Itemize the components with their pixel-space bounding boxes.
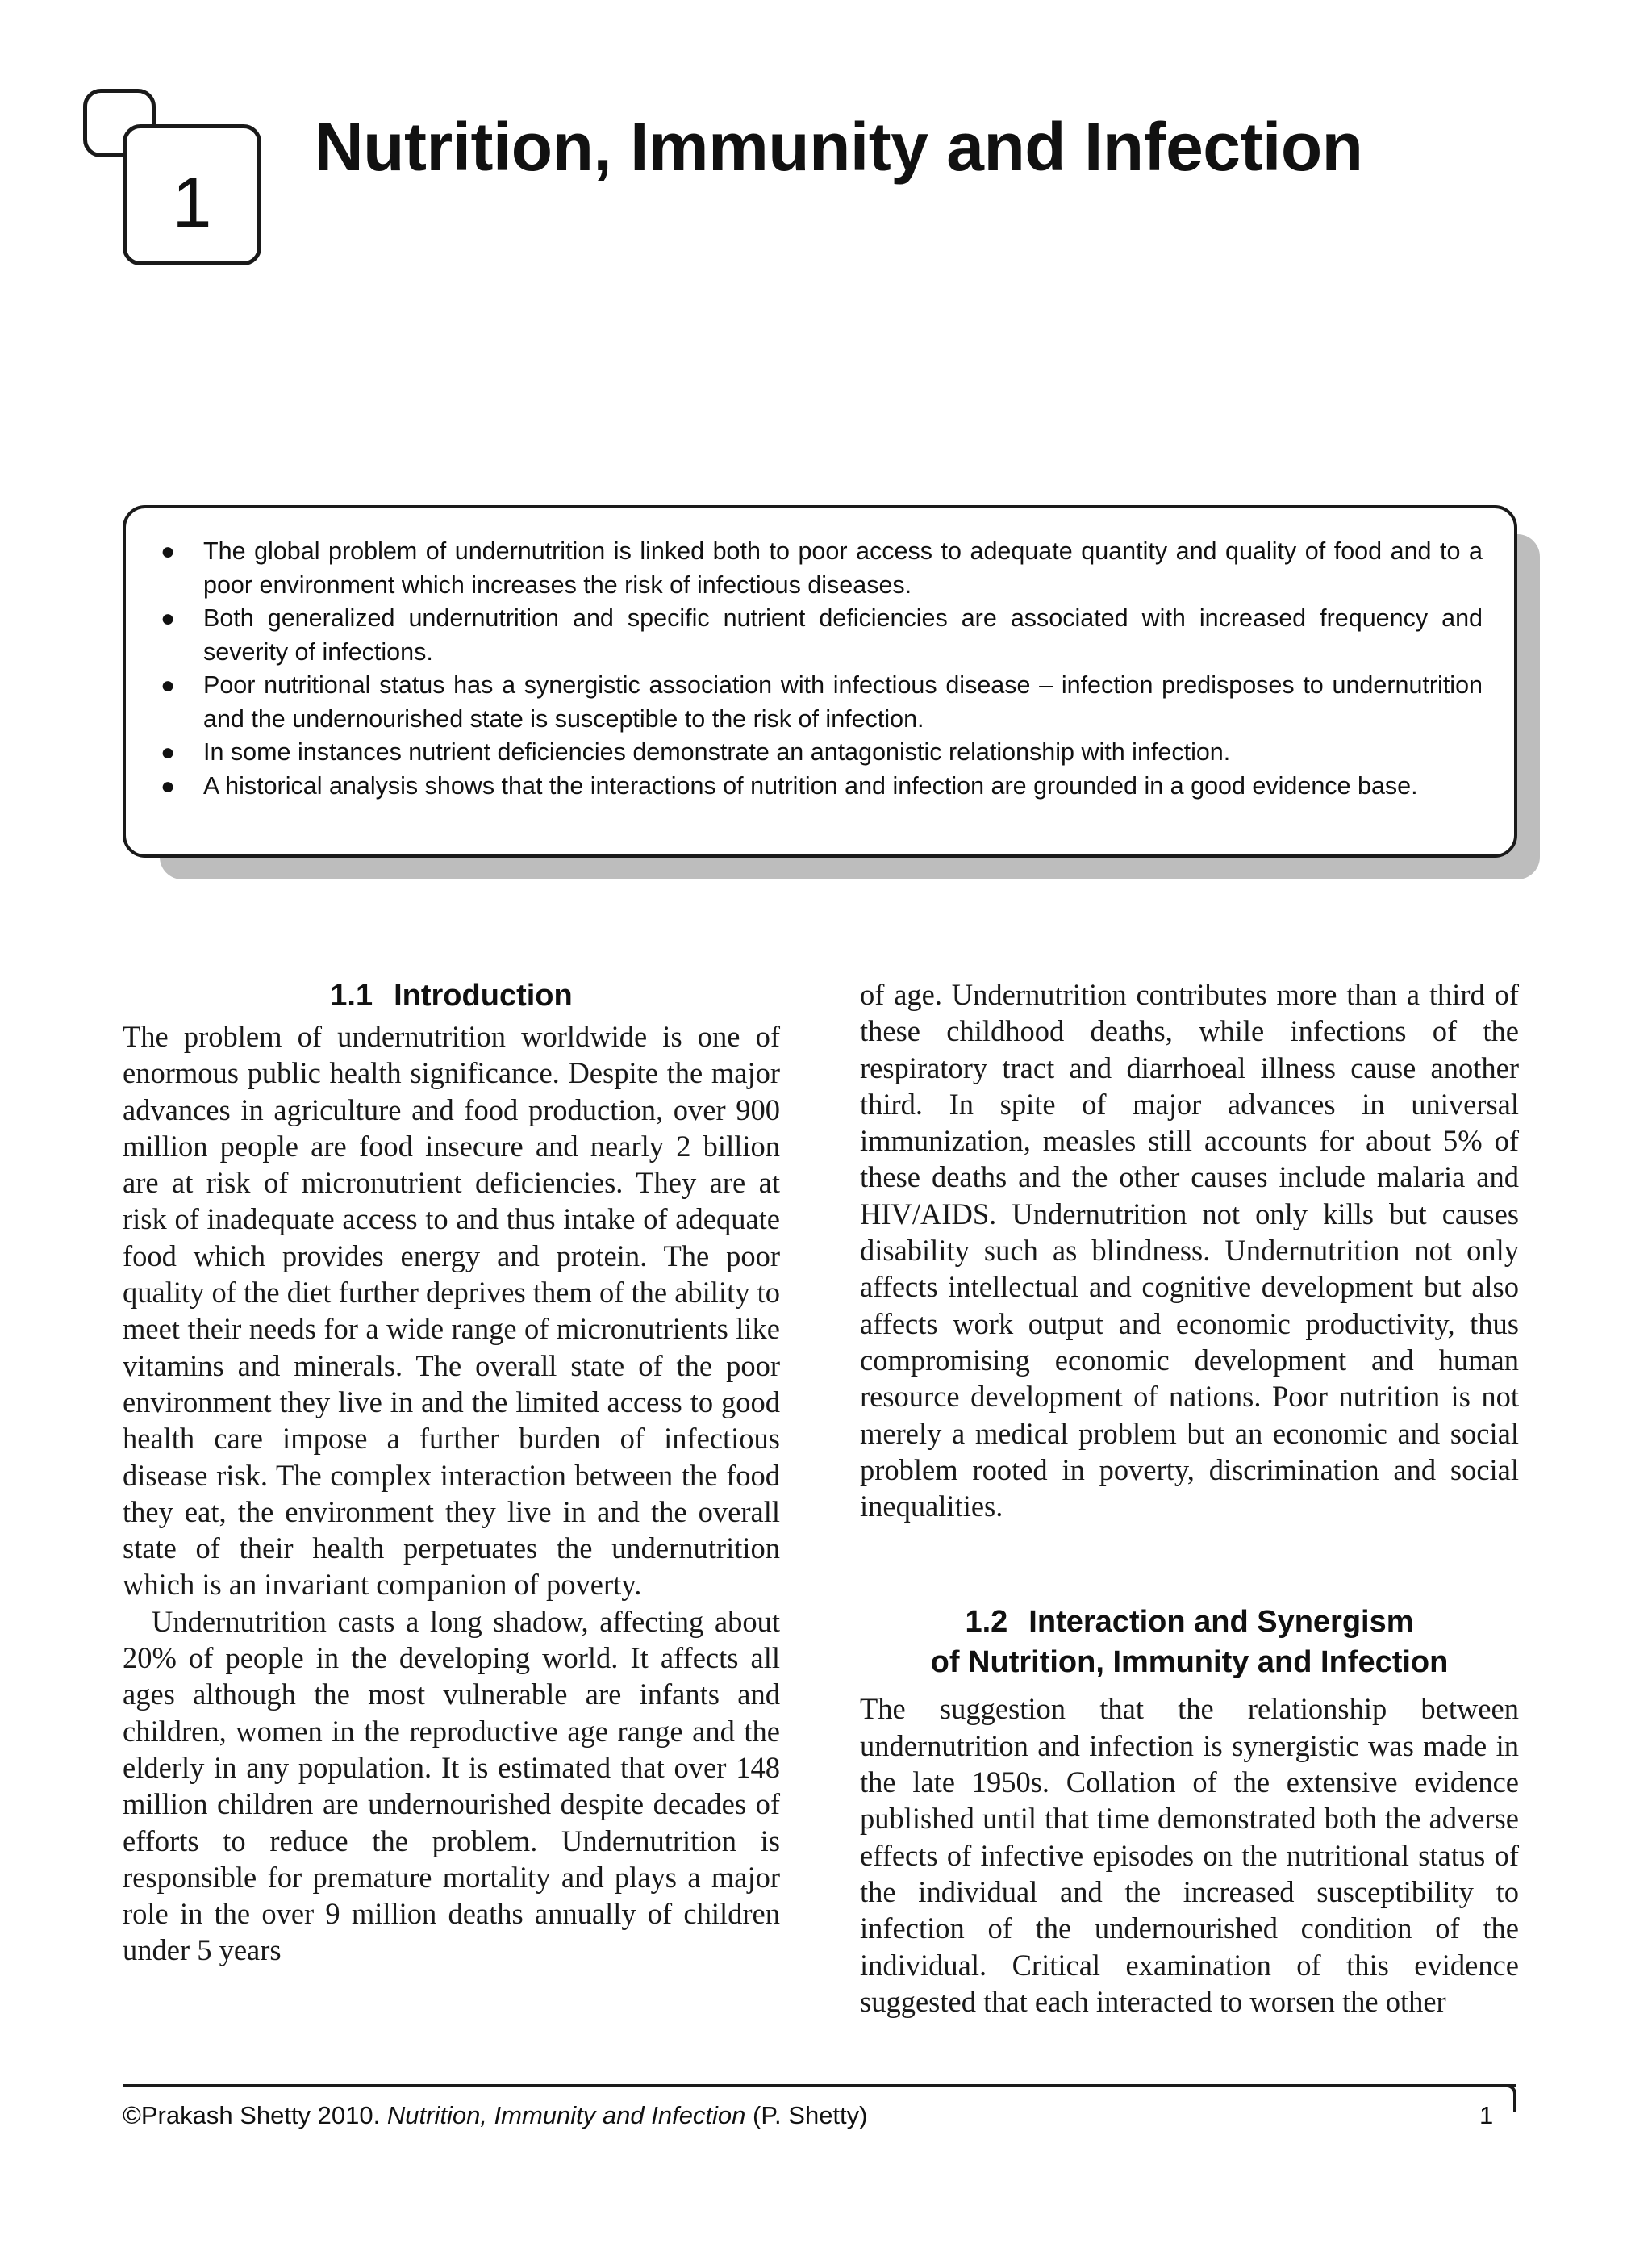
left-column — [123, 976, 780, 1969]
footer-book-title: Nutrition, Immunity and Infection — [386, 2101, 746, 2129]
footer-rule — [123, 2084, 1516, 2087]
intro-paragraph-2: Undernutrition casts a long shadow, affecting about 20% of people in the developing world. It affects all ages although the most vulnerable are infants and children, women in the reproductive age range and the elderly in any population. It is estimated that over 148 million children are undernourished despite decades of efforts to reduce the problem. Undernutrition is responsible for premature mortality and plays a major role in the over 9 million deaths annually of children under 5 years — [123, 1604, 780, 1967]
chapter-number-box — [123, 124, 261, 265]
page-number: 1 — [1479, 2101, 1494, 2129]
intro-paragraph-2-continued: of age. Undernutrition contributes more than a third of these childhood deaths, while infections of the respiratory tract and diarrhoeal illness cause another third. In spite of major advances in universal immunization, measles still accounts for about 5% of these deaths and the other causes include malaria and HIV/AIDS. Undernutrition not only kills but causes disability such as blindness. Undernutrition not only affects intellectual and cognitive development but also affects work output and economic productivity, thus compromising economic development and human resource development of nations. Poor nutrition is not merely a medical problem but an economic and social problem rooted in poverty, discrimination and social inequalities. — [860, 978, 1519, 1523]
section-1-2-paragraph-1: The suggestion that the relationship between undernutrition and infection is synergistic was made in the late 1950s. Collation of the extensive evidence published until that time demonstrated both the adverse effects of infective episodes on the nutritional status of the individual and the increased susceptibility to infection of the undernourished condition of the individual. Critical examination of this evidence suggested that each interacted to worsen the other — [860, 1692, 1519, 2018]
key-point: ● Both generalized undernutrition and specific nutrient deficiencies are associated with increased frequency and severity of infections. — [203, 602, 1483, 669]
section-number: 1.1 — [330, 979, 373, 1013]
bullet-icon: ● — [161, 605, 176, 632]
footer-rule-hook — [1507, 2084, 1516, 2112]
bullet-icon: ● — [161, 772, 176, 800]
key-points-box — [123, 505, 1517, 858]
right-column — [860, 976, 1519, 2020]
section-title-line-2: of Nutrition, Immunity and Infection — [930, 1645, 1449, 1680]
section-heading-1-1 — [123, 976, 780, 1015]
footer-copyright: ©Prakash Shetty 2010. — [123, 2101, 381, 2129]
key-point: ● Poor nutritional status has a synergistic association with infectious disease – infection predisposes to undernutrition and the undernourished state is susceptible to the risk of infection. — [203, 669, 1483, 736]
chapter-title: Nutrition, Immunity and Infection — [315, 109, 1363, 185]
footer-author: (P. Shetty) — [753, 2101, 868, 2129]
chapter-number: 1 — [172, 161, 212, 242]
key-point: ● A historical analysis shows that the interactions of nutrition and infection are grounded in a good evidence base. — [203, 770, 1483, 804]
section-heading-1-2 — [860, 1602, 1519, 1682]
key-points-list — [161, 535, 1483, 803]
footer-citation — [123, 2101, 867, 2130]
bullet-icon: ● — [161, 672, 176, 699]
section-title-line-1: Interaction and Synergism — [1028, 1605, 1414, 1640]
section-number: 1.2 — [965, 1605, 1008, 1640]
key-point: ● In some instances nutrient deficiencies demonstrate an antagonistic relationship with infection. — [203, 736, 1483, 770]
section-title: Introduction — [394, 979, 573, 1013]
key-point: ● The global problem of undernutrition is linked both to poor access to adequate quantity and quality of food and to a poor environment which increases the risk of infectious diseases. — [203, 535, 1483, 602]
bullet-icon: ● — [161, 739, 176, 766]
intro-paragraph-1: The problem of undernutrition worldwide is one of enormous public health significance. Despite the major advances in agriculture and food production, over 900 million people are food insecure and nearly 2 billion are at risk of micronutrient deficiencies. They are at risk of inadequate access to and thus intake of adequate food which provides energy and protein. The poor quality of the diet further deprives them of the ability to meet their needs for a wide range of micronutrients like vitamins and minerals. The overall state of the poor environment they live in and the limited access to good health care impose a further burden of infectious disease risk. The complex interaction between the food they eat, the environment they live in and the overall state of their health perpetuates the undernutrition which is an invariant companion of poverty. — [123, 1020, 780, 1602]
bullet-icon: ● — [161, 538, 176, 565]
